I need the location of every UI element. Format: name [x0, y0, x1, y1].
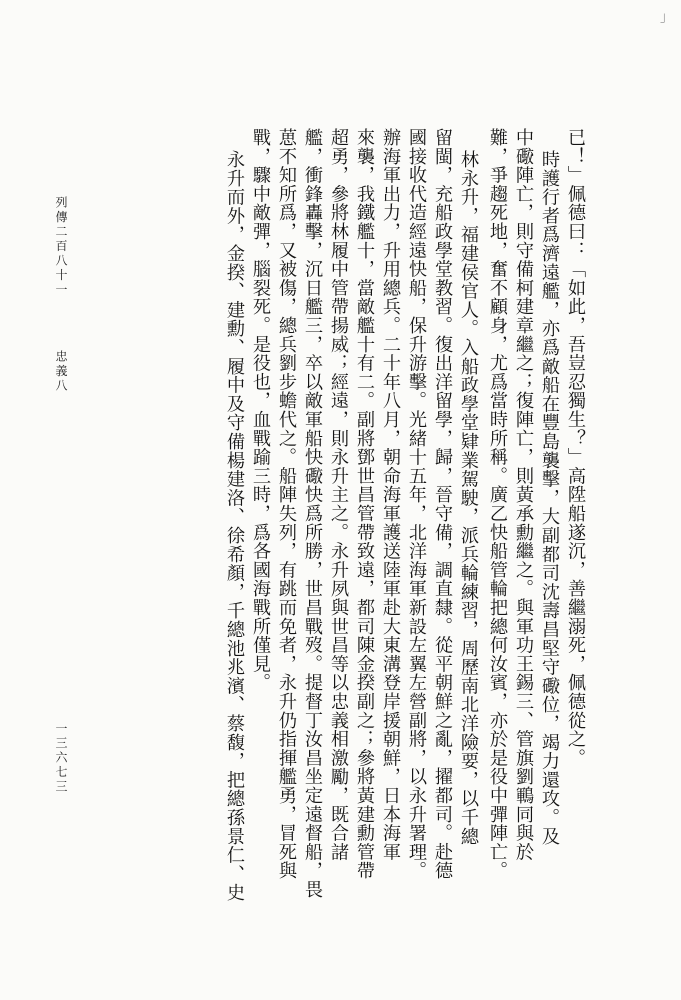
text-column: 辦海軍出力，升用總兵。二十年八月，朝命海軍護送陸軍赴大東溝登岸援朝鮮，日本海軍: [380, 128, 401, 862]
text-column: 戰，驟中敵彈，腦裂死。是役也，血戰踰三時，爲各國海戰所僅見。: [250, 128, 271, 692]
text-column: 永升而外，金揆、建勳、履中及守備楊建洛、徐希顏，千總池兆濱、蔡馥，把總孫景仁、史: [224, 150, 245, 902]
text-column: 國接收代造經遠快船，保升游擊。光緒十五年，北洋海軍新設左翼左營副將，以永升署理。: [406, 128, 427, 880]
text-column: 已！」佩德曰：「如此，吾豈忍獨生？」高陞船遂沉，善繼溺死，佩德從之。: [565, 128, 586, 768]
text-column: 超勇，參將林履中管帶揚威；經遠，則永升主之。永升夙與世昌等以忠義相激勵，既合諸: [328, 128, 349, 862]
text-column: 中礮陣亡，則守備柯建章繼之；復陣亡，則黃承勳繼之。與軍功王錫三、管旗劉鶤同與於: [513, 128, 534, 862]
text-column: 林永升，福建侯官人。入船政學堂肄業駕駛，派兵輪練習，周歷南北洋險要，以千總: [458, 150, 479, 846]
page-number: 一三六七三: [54, 722, 68, 795]
text-column: 艦，衝鋒轟擊，沉日艦三，卒以敵軍船快礮快爲所勝，世昌戰歿。提督丁汝昌坐定遠督船，畏: [302, 128, 323, 899]
text-column: 葸不知所爲，又被傷，總兵劉步蟾代之。船陣失列，有跳而免者，永升仍指揮艦勇，冒死與: [276, 128, 297, 880]
running-header-title: 列傳二百八十一: [54, 196, 68, 298]
text-column: 時護行者爲濟遠艦，亦爲敵船在豐島襲擊，大副都司沈壽昌堅守礮位，竭力還攻。及: [539, 150, 560, 846]
text-column: 難，爭趨死地，奮不顧身，尤爲當時所稱。廣乙快船管輪把總何汝賓，亦於是役中彈陣亡。: [487, 128, 508, 880]
running-header-section: 忠義八: [54, 350, 68, 394]
text-column: 留閩，充船政學堂教習。復出洋留學，歸，晉守備，調直隸。從平朝鮮之亂，擢都司。赴德: [432, 128, 453, 880]
header-mark: 」: [659, 10, 673, 25]
text-column: 來襲，我鐵艦十，當敵艦十有二。副將鄧世昌管帶致遠，都司陳金揆副之；參將黃建勳管帶: [354, 128, 375, 880]
